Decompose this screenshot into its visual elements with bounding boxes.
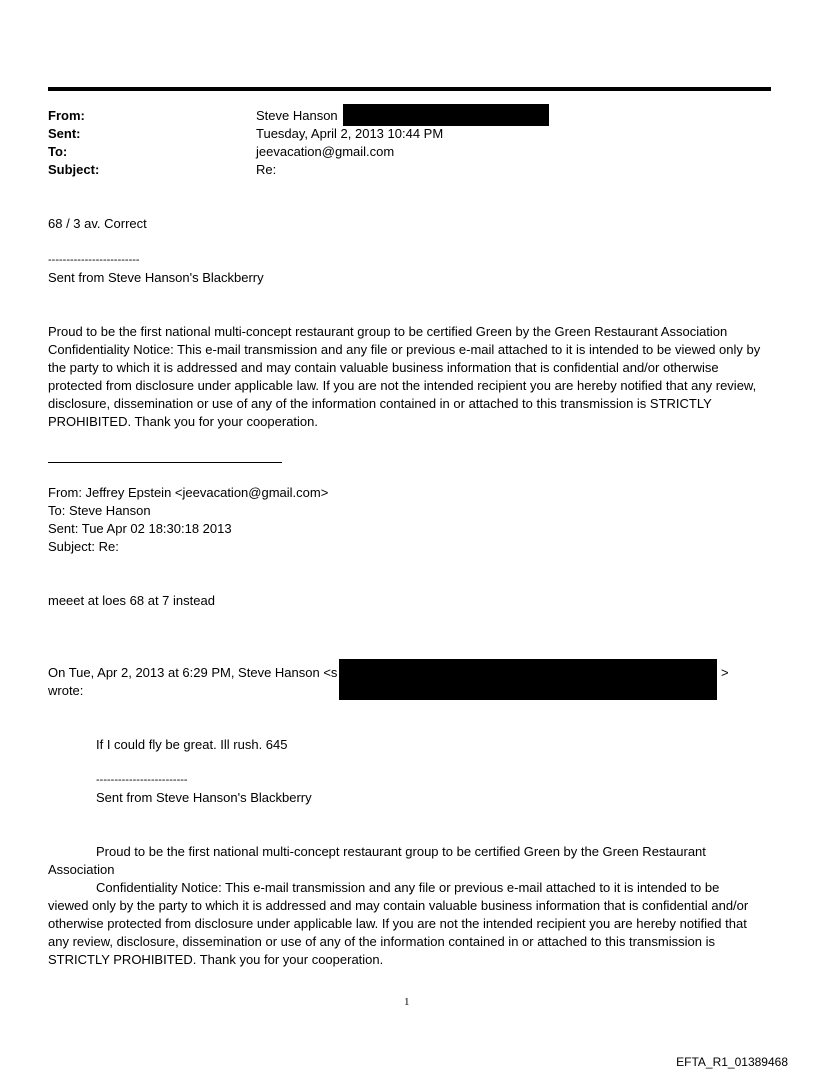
- nested-confidentiality-notice: Confidentiality Notice: This e-mail transmission and any file or previous e-mail attached to it is intended to be viewed only by the party to which it is addressed and may contain valuable business information that is confidential and/or otherwise protected from disclosure under applicable law. If you are not the intended recipient you are hereby notified that any review, disclosure, dissemination or use of any of the information contained in or attached to this transmission is STRICTLY PROHIBITED. Thank you for your cooperation.: [48, 880, 749, 967]
- quoted-body: meeet at loes 68 at 7 instead: [48, 593, 215, 608]
- subject-label: Subject:: [48, 162, 100, 177]
- quoted-subject: Subject: Re:: [48, 539, 119, 554]
- subject-value: Re:: [256, 162, 277, 177]
- from-value: Steve Hanson: [256, 108, 338, 123]
- nested-body: If I could fly be great. Ill rush. 645: [96, 737, 288, 752]
- nested-notice-green: Proud to be the first national multi-concept restaurant group to be certified Green by the Green Restaurant Association: [48, 844, 706, 877]
- to-label: To:: [48, 144, 68, 159]
- attribution-wrote: wrote:: [48, 683, 84, 698]
- signature: Sent from Steve Hanson's Blackberry: [48, 270, 264, 285]
- sent-value: Tuesday, April 2, 2013 10:44 PM: [256, 126, 444, 141]
- attribution-suffix: >: [721, 665, 729, 680]
- quoted-to: To: Steve Hanson: [48, 503, 151, 518]
- attribution-line: On Tue, Apr 2, 2013 at 6:29 PM, Steve Hanson <s: [48, 665, 338, 680]
- document-id: EFTA_R1_01389468: [676, 1055, 788, 1069]
- reply-body: 68 / 3 av. Correct: [48, 216, 147, 231]
- sent-label: Sent:: [48, 126, 81, 141]
- to-value: jeevacation@gmail.com: [256, 144, 395, 159]
- confidentiality-notice: Proud to be the first national multi-concept restaurant group to be certified Green by the Green Restaurant Association Confidentiality Notice: This e-mail transmission and any file or previous e-mail attached to it is intended to be viewed only by the party to which it is addressed and may contain valuable business information that is confidential and/or otherwise protected from disclosure under applicable law. If you are not the intended recipient you are hereby notified that any review, disclosure, dissemination or use of any of the information contained in or attached to this transmission is STRICTLY PROHIBITED. Thank you for your cooperation.: [48, 324, 761, 429]
- from-label: From:: [48, 108, 85, 123]
- signature-divider: -------------------------: [48, 254, 140, 266]
- redaction-box: [343, 104, 549, 126]
- quoted-sent: Sent: Tue Apr 02 18:30:18 2013: [48, 521, 232, 536]
- quote-divider-rule: [48, 462, 282, 463]
- nested-signature-divider: -------------------------: [96, 774, 188, 786]
- header-rule: [48, 87, 771, 91]
- quoted-from: From: Jeffrey Epstein <jeevacation@gmail.com>: [48, 485, 329, 500]
- redaction-box: [339, 659, 717, 700]
- page-number: 1: [404, 996, 410, 1008]
- nested-signature: Sent from Steve Hanson's Blackberry: [96, 790, 312, 805]
